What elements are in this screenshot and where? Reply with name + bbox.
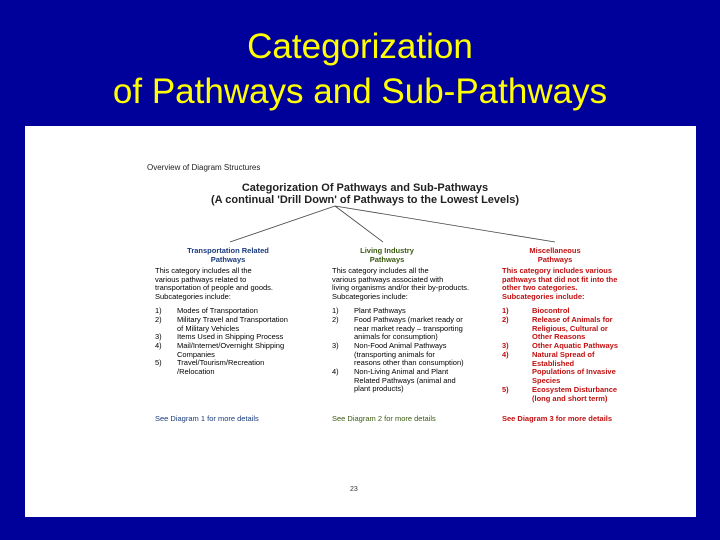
connector-to-living <box>335 206 383 242</box>
column-head-line: Pathways <box>369 255 405 264</box>
column-desc-miscellaneous <box>502 267 662 301</box>
desc-line: This category includes all the <box>332 266 429 275</box>
item-number: 1) <box>155 306 162 315</box>
item-text <box>177 316 309 333</box>
item-text: Other Aquatic Pathways <box>532 341 618 350</box>
see-diagram-1-link[interactable]: See Diagram 1 for more details <box>155 414 259 423</box>
column-items-living <box>332 306 497 393</box>
desc-line: Subcategories include: <box>155 291 231 301</box>
item-text-line: of Military Vehicles <box>177 323 240 333</box>
desc-line: Subcategories include: <box>332 291 408 301</box>
item-text-line: Natural Spread of <box>532 350 595 359</box>
item-number: 1) <box>502 306 509 315</box>
item-text-line: (transporting animals for <box>354 349 435 359</box>
item-text-line: (long and short term) <box>532 393 608 403</box>
item-number: 5) <box>502 385 509 394</box>
item-text-line: Non-Living Animal and Plant <box>354 367 449 376</box>
item-number: 2) <box>332 315 339 324</box>
desc-line: This category includes various <box>502 266 613 275</box>
column-desc-transportation <box>155 267 305 301</box>
column-desc-living <box>332 267 502 301</box>
item-number: 3) <box>332 341 339 350</box>
see-diagram-3-link[interactable]: See Diagram 3 for more details <box>502 414 613 423</box>
see-diagram-2-link[interactable]: See Diagram 2 for more details <box>332 414 436 423</box>
figure-title <box>175 182 555 206</box>
item-text <box>354 316 486 342</box>
item-text <box>354 368 486 394</box>
desc-line: other two categories. <box>502 283 578 292</box>
item-text-line: Companies <box>177 349 215 359</box>
item-number: 2) <box>155 315 162 324</box>
figure-title-line-2: (A continual 'Drill Down' of Pathways to the Lowest Levels) <box>211 194 519 206</box>
column-items-transportation <box>155 307 315 377</box>
item-text-line: reasons other than consumption) <box>354 358 464 367</box>
column-head-miscellaneous <box>495 246 615 264</box>
item-text-line: Related Pathways (animal and <box>354 375 456 385</box>
column-head-transportation <box>168 246 288 264</box>
item-number: 2) <box>502 315 509 324</box>
item-text <box>532 351 664 385</box>
diagram-image <box>25 126 696 517</box>
item-text-line: Military Travel and Transportation <box>177 315 288 324</box>
desc-line: transportation of people and goods. <box>155 283 274 292</box>
figure-title-line-1: Categorization Of Pathways and Sub-Pathways <box>241 182 489 194</box>
column-head-line: Pathways <box>537 255 573 264</box>
item-text: Modes of Transportation <box>177 306 258 315</box>
item-text <box>177 359 309 376</box>
column-head-line: Pathways <box>210 255 246 264</box>
item-number: 4) <box>155 341 162 350</box>
item-text-line: animals for consumption) <box>354 332 438 341</box>
column-head-living <box>327 246 447 264</box>
desc-line: living organisms and/or their by-products. <box>332 283 470 292</box>
item-number: 1) <box>332 306 339 315</box>
item-text-line: Food Pathways (market ready or <box>354 315 463 324</box>
item-number: 3) <box>155 332 162 341</box>
item-text-line: /Relocation <box>177 366 215 376</box>
desc-line: pathways that did not fit into the <box>502 274 618 284</box>
item-text-line: Release of Animals for <box>532 315 613 324</box>
item-text-line: Species <box>532 375 561 385</box>
item-text-line: near market ready – transporting <box>354 323 463 333</box>
item-text: Items Used in Shipping Process <box>177 332 284 341</box>
column-head-line: Living Industry <box>360 246 414 255</box>
item-text <box>354 342 486 368</box>
item-text-line: Other Reasons <box>532 332 586 341</box>
connector-to-miscellaneous <box>335 206 555 242</box>
item-text-line: Travel/Tourism/Recreation <box>177 358 265 367</box>
slide-title <box>0 24 720 114</box>
column-head-line: Transportation Related <box>187 246 269 255</box>
slide-title-line-1: Categorization <box>247 27 473 66</box>
item-text: Biocontrol <box>532 306 570 315</box>
item-text-line: Ecosystem Disturbance <box>532 385 618 394</box>
item-number: 4) <box>502 350 509 359</box>
overview-label: Overview of Diagram Structures <box>147 163 261 172</box>
desc-line: various pathways related to <box>155 274 247 284</box>
item-text-line: Non-Food Animal Pathways <box>354 341 447 350</box>
item-number: 3) <box>502 341 509 350</box>
item-text-line: Populations of Invasive <box>532 367 616 376</box>
desc-line: This category includes all the <box>155 266 252 275</box>
column-head-line: Miscellaneous <box>529 246 581 255</box>
slide-title-line-2: of Pathways and Sub-Pathways <box>112 72 608 111</box>
page-number: 23 <box>350 486 358 493</box>
item-text-line: Religious, Cultural or <box>532 323 608 333</box>
item-text <box>532 316 664 342</box>
item-text-line: Mail/Internet/Overnight Shipping <box>177 341 285 350</box>
item-text-line: Established <box>532 358 575 368</box>
connector-to-transportation <box>230 206 335 242</box>
item-text <box>532 386 664 403</box>
column-items-miscellaneous <box>502 307 662 402</box>
item-text: Plant Pathways <box>354 306 406 315</box>
item-text-line: plant products) <box>354 384 404 393</box>
item-number: 4) <box>332 367 339 376</box>
desc-line: various pathways associated with <box>332 274 444 284</box>
desc-line: Subcategories include: <box>502 291 585 301</box>
item-number: 5) <box>155 358 162 367</box>
item-text <box>177 342 309 359</box>
